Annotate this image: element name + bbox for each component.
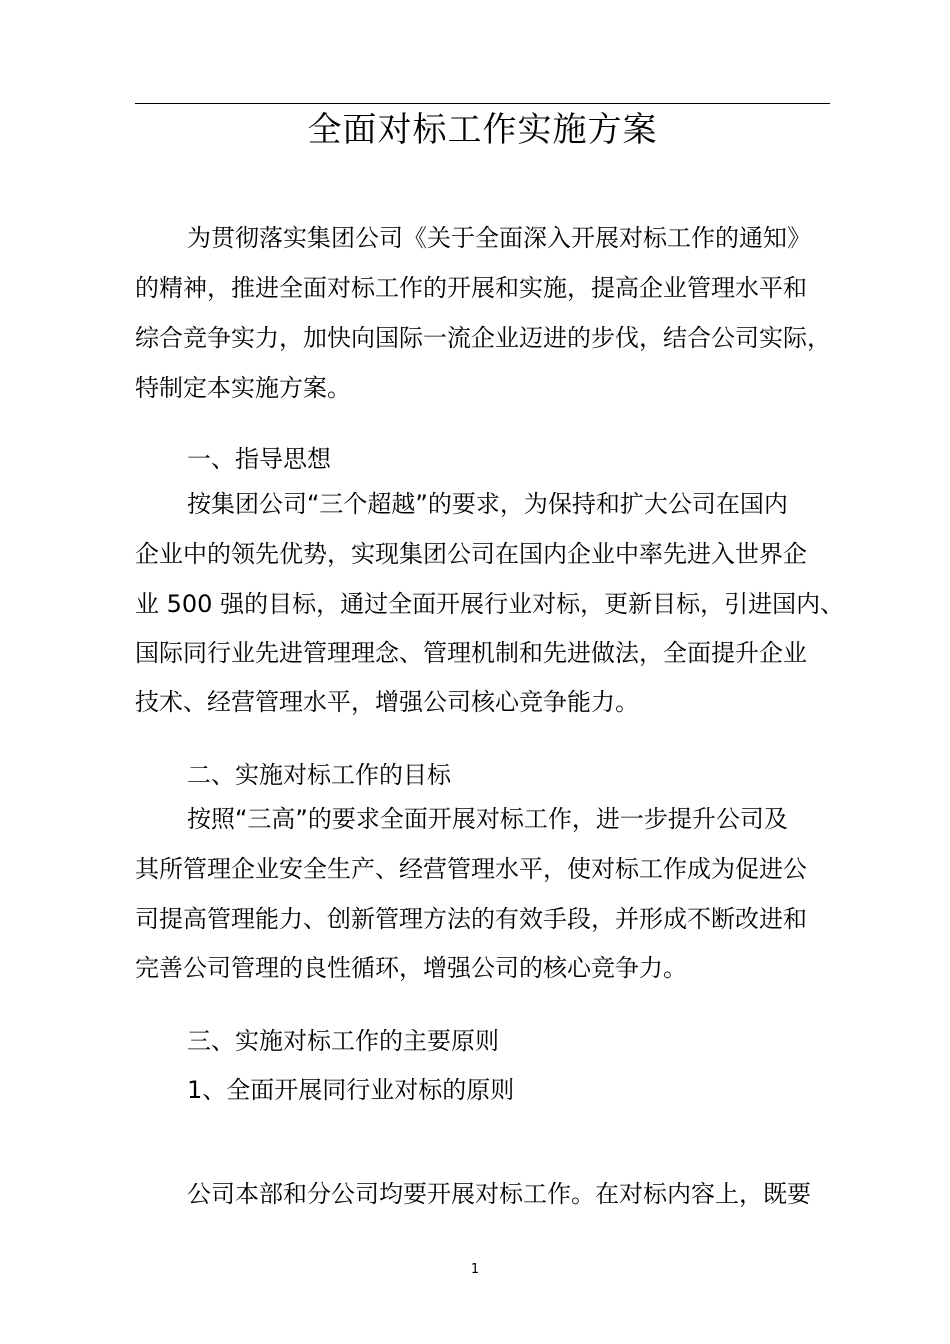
section-heading-3: 三、实施对标工作的主要原则 <box>187 1027 499 1055</box>
section-heading-1: 一、指导思想 <box>187 445 331 473</box>
section-2-line-4: 完善公司管理的良性循环，增强公司的核心竞争力。 <box>135 954 687 982</box>
section-1-line-2: 企业中的领先优势，实现集团公司在国内企业中率先进入世界企 <box>135 540 807 568</box>
subsection-heading-3-1: 1、全面开展同行业对标的原则 <box>187 1076 515 1104</box>
section-1-line-4: 国际同行业先进管理理念、管理机制和先进做法，全面提升企业 <box>135 639 807 667</box>
intro-line-4: 特制定本实施方案。 <box>135 374 351 402</box>
section-2-line-3: 司提高管理能力、创新管理方法的有效手段，并形成不断改进和 <box>135 905 807 933</box>
intro-line-2: 的精神，推进全面对标工作的开展和实施，提高企业管理水平和 <box>135 274 807 302</box>
section-1-line-1: 按集团公司“三个超越”的要求，为保持和扩大公司在国内 <box>187 490 788 518</box>
section-1-line-3: 业 500 强的目标，通过全面开展行业对标，更新目标，引进国内、 <box>135 590 845 618</box>
section-2-line-2: 其所管理企业安全生产、经营管理水平，使对标工作成为促进公 <box>135 855 807 883</box>
section-2-line-1: 按照“三高”的要求全面开展对标工作，进一步提升公司及 <box>187 805 788 833</box>
section-heading-2: 二、实施对标工作的目标 <box>187 761 451 789</box>
header-rule <box>135 103 830 104</box>
section-3-line-1: 公司本部和分公司均要开展对标工作。在对标内容上，既要 <box>187 1180 811 1208</box>
page-number: 1 <box>470 1262 480 1277</box>
document-title: 全面对标工作实施方案 <box>307 110 658 150</box>
intro-line-1: 为贯彻落实集团公司《关于全面深入开展对标工作的通知》 <box>187 224 811 252</box>
section-1-line-5: 技术、经营管理水平，增强公司核心竞争能力。 <box>135 688 639 716</box>
intro-line-3: 综合竞争实力，加快向国际一流企业迈进的步伐，结合公司实际， <box>135 324 831 352</box>
